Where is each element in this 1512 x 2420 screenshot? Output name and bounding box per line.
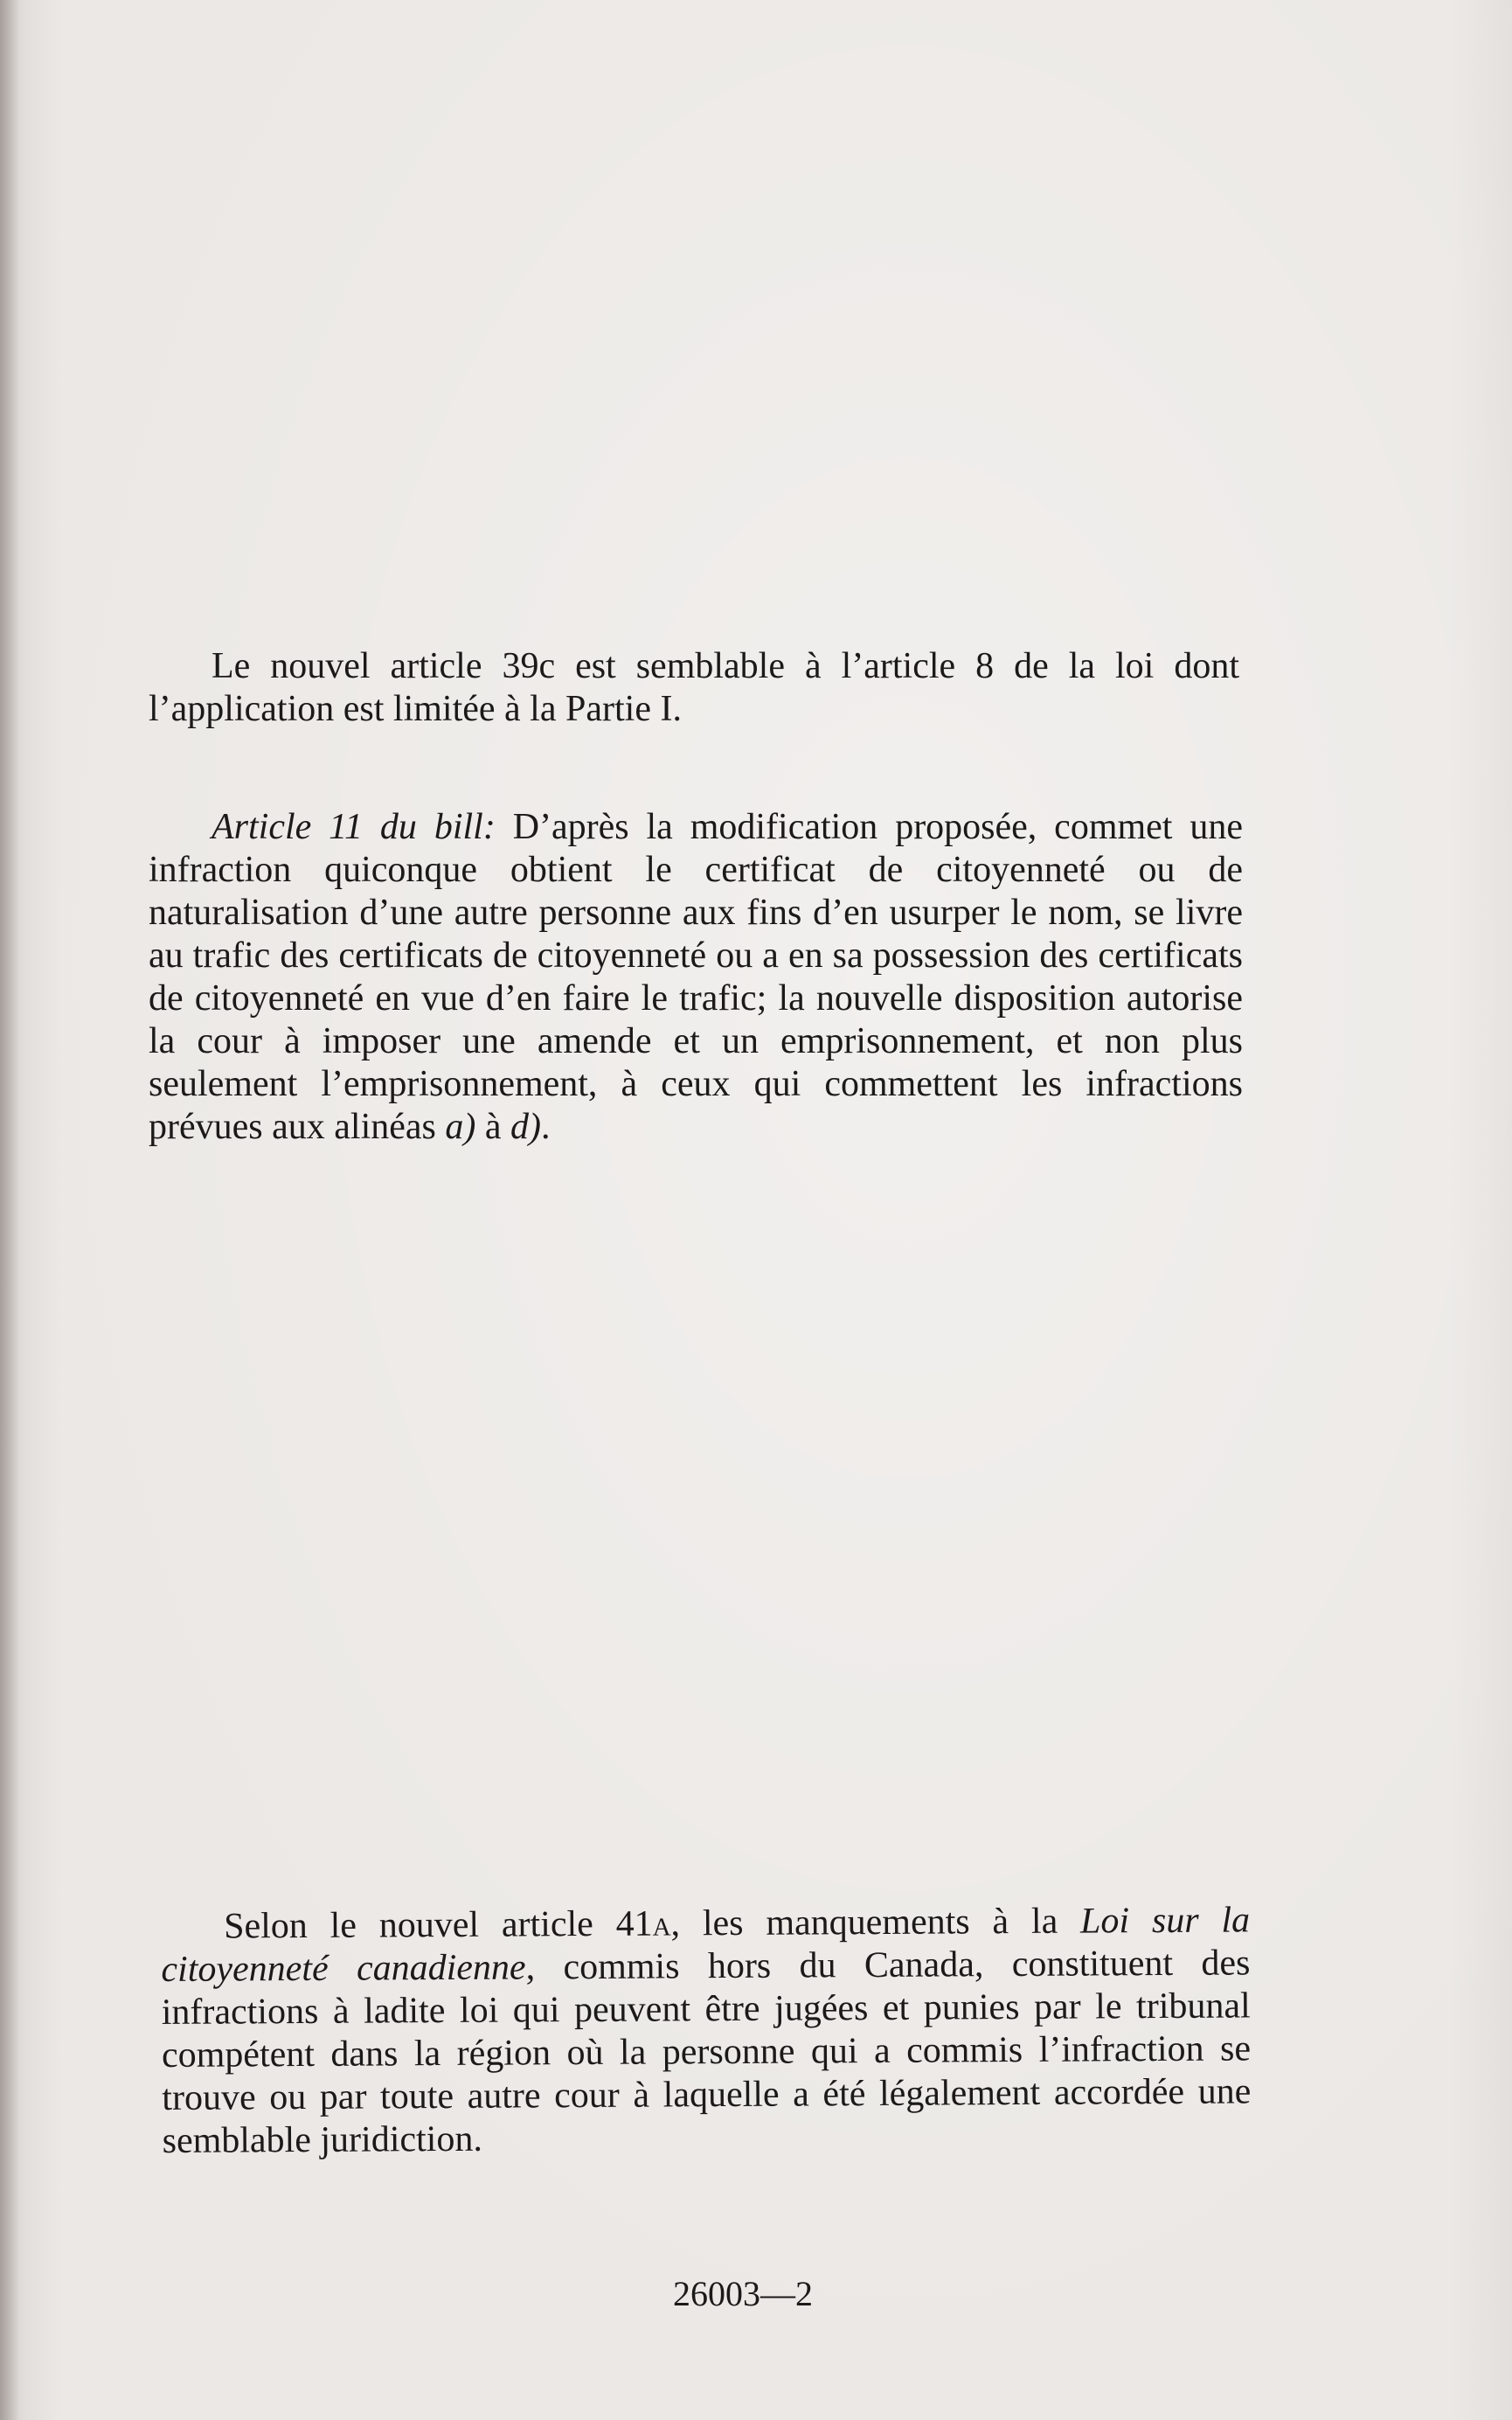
article-11-end: . bbox=[541, 1107, 551, 1147]
paragraph-article-39c bbox=[149, 645, 1239, 731]
article-41a-mid: , les manquements à la bbox=[670, 1901, 1081, 1944]
page-folio: 26003—2 bbox=[673, 2274, 813, 2313]
alinea-between: à bbox=[475, 1107, 511, 1147]
alinea-a: a) bbox=[445, 1107, 476, 1147]
loi-title: Loi sur la citoyenneté canadienne bbox=[161, 1900, 1251, 1990]
article-11-text: D’après la modification proposée, commet une infraction quiconque obtient le certificat de citoyenneté ou de naturalisation d’une autre personne aux fins d’en usurper le nom, se livre au trafic des certificats de citoyenneté ou a en sa possession des certificats de citoyenneté en vue d’en faire le trafic; la nouvelle disposition autorise la cour à imposer une amende et un emprisonnement, et non plus seulement l’emprisonnement, à ceux qui commettent les infractions prévues aux alinéas bbox=[149, 807, 1243, 1147]
paragraph-article-41a bbox=[161, 1899, 1252, 2163]
alinea-d: d) bbox=[510, 1107, 542, 1147]
article-41a-start: Selon le nouvel article 41 bbox=[224, 1903, 653, 1947]
article-41a-end: , commis hors du Canada, constituent des infractions à ladite loi qui peuvent être jugées et punies par le tribunal compétent dans la région où la personne qui a commis l’infraction se trouve ou par toute autre cour à laquelle a été légalement accordée une semblable juridiction. bbox=[161, 1943, 1252, 2161]
paragraph-article-39c-text: Le nouvel article 39c est semblable à l’article 8 de la loi dont l’application est limitée à la Partie I. bbox=[149, 646, 1239, 729]
article-11-label: Article 11 du bill: bbox=[212, 807, 496, 847]
article-41a-suffix: a bbox=[652, 1903, 671, 1944]
paragraph-article-11 bbox=[149, 806, 1243, 1149]
binding-shadow bbox=[0, 0, 19, 2420]
